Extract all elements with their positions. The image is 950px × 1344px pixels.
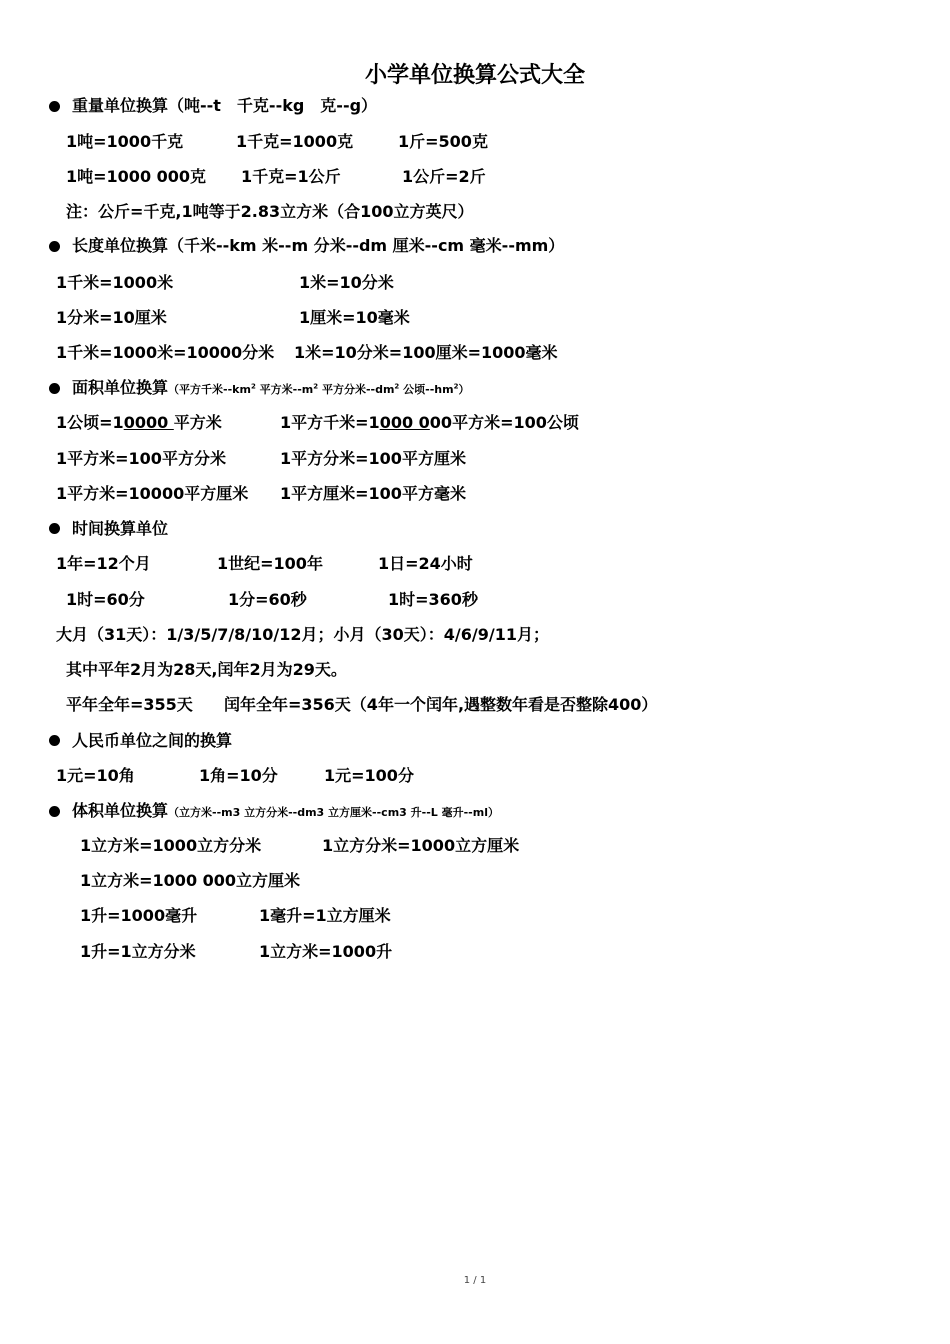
superscript: 2 (313, 382, 319, 391)
formula: 1厘米=10毫米 (299, 308, 410, 327)
weight-note: 注：公斤=千克,1吨等于2.83立方米（合100立方英尺） (66, 202, 474, 221)
formula: 1千克=1000克 (236, 132, 354, 151)
length-row-1 (0, 271, 950, 295)
time-row-2 (0, 588, 950, 612)
heading-text: 体积单位换算 (72, 801, 169, 820)
section-heading-volume (72, 799, 499, 823)
volume-row-1 (0, 834, 950, 858)
heading-text: ） (458, 383, 470, 396)
formula: 闰年全年=356天（4年一个闰年,遇整数年看是否整除400） (224, 695, 658, 714)
heading-text: 公顷--hm (399, 383, 454, 396)
area-row-2 (0, 447, 950, 471)
section-heading-weight: 重量单位换算（吨--t 千克--kg 克--g） (72, 96, 378, 115)
formula: 1世纪=100年 (217, 554, 323, 573)
bullet-icon (49, 523, 60, 534)
formula: 1米=10分米 (299, 273, 394, 292)
formula: 1升=1立方分米 (80, 942, 196, 961)
formula: 1千米=1000米 (56, 273, 174, 292)
weight-row-1 (0, 130, 950, 154)
formula: 1时=360秒 (388, 590, 478, 609)
heading-units: （立方米--m3 立方分米--dm3 立方厘米--cm3 升--L 毫升--ml） (168, 806, 499, 819)
formula: 1千克=1公斤 (241, 167, 341, 186)
formula: 1分米=10厘米 (56, 308, 167, 327)
formula: 1斤=500克 (398, 132, 488, 151)
heading-text: （平方千米--km (168, 383, 251, 396)
formula: 1平方米=10000平方厘米 (56, 484, 249, 503)
volume-row-3 (0, 904, 950, 928)
formula: 1年=12个月 (56, 554, 151, 573)
section-heading-time: 时间换算单位 (72, 519, 169, 538)
formula: 1分=60秒 (228, 590, 307, 609)
money-row-1 (0, 764, 950, 788)
formula: 1平方米=100平方分米 (56, 449, 226, 468)
heading-text: 面积单位换算 (72, 378, 169, 397)
formula: 平年全年=355天 (66, 695, 193, 714)
section-heading-area (72, 376, 469, 400)
heading-text: 平方米--m (255, 383, 314, 396)
weight-row-2 (0, 165, 950, 189)
formula: 1吨=1000千克 (66, 132, 184, 151)
heading-text: 平方分米--dm (318, 383, 395, 396)
section-heading-length: 长度单位换算（千米--km 米--m 分米--dm 厘米--cm 毫米--mm） (72, 236, 565, 255)
time-row-5 (0, 693, 950, 717)
formula: 1升=1000毫升 (80, 906, 198, 925)
underlined-text: 000 0 (379, 413, 430, 432)
formula: 1平方千米=1000 000平方米=100公顷 (280, 413, 579, 432)
formula: 1平方厘米=100平方毫米 (280, 484, 466, 503)
bullet-icon (49, 806, 60, 817)
superscript: 2 (453, 382, 459, 391)
volume-row-2: 1立方米=1000 000立方厘米 (80, 871, 301, 890)
formula: 1公斤=2斤 (402, 167, 486, 186)
superscript: 2 (250, 382, 256, 391)
section-heading-money: 人民币单位之间的换算 (72, 731, 233, 750)
page-title: 小学单位换算公式大全 (364, 63, 585, 88)
formula: 1千米=1000米=10000分米 (56, 343, 275, 362)
time-row-1 (0, 552, 950, 576)
formula: 1吨=1000 000克 (66, 167, 207, 186)
bullet-icon (49, 735, 60, 746)
area-row-3 (0, 482, 950, 506)
bullet-icon (49, 241, 60, 252)
page-number: 1 / 1 (463, 1275, 487, 1286)
formula: 1公顷=10000 平方米 (56, 413, 222, 432)
formula: 1毫升=1立方厘米 (259, 906, 391, 925)
formula: 1米=10分米=100厘米=1000毫米 (294, 343, 558, 362)
underlined-text: 0000 (123, 413, 174, 432)
formula: 1立方米=1000升 (259, 942, 393, 961)
formula: 1日=24小时 (378, 554, 473, 573)
formula: 1角=10分 (199, 766, 278, 785)
bullet-icon (49, 383, 60, 394)
bullet-icon (49, 101, 60, 112)
formula: 1立方米=1000立方分米 (80, 836, 262, 855)
time-row-3: 大月（31天）：1/3/5/7/8/10/12月；小月（30天）：4/6/9/11月； (56, 625, 549, 644)
formula: 1元=100分 (324, 766, 414, 785)
volume-row-4 (0, 940, 950, 964)
formula: 1立方分米=1000立方厘米 (322, 836, 520, 855)
time-row-4: 其中平年2月为28天,闰年2月为29天。 (66, 660, 347, 679)
length-row-3 (0, 341, 950, 365)
formula: 1元=10角 (56, 766, 135, 785)
length-row-2 (0, 306, 950, 330)
superscript: 2 (394, 382, 400, 391)
formula: 1时=60分 (66, 590, 145, 609)
formula: 1平方分米=100平方厘米 (280, 449, 466, 468)
area-row-1 (0, 411, 950, 435)
